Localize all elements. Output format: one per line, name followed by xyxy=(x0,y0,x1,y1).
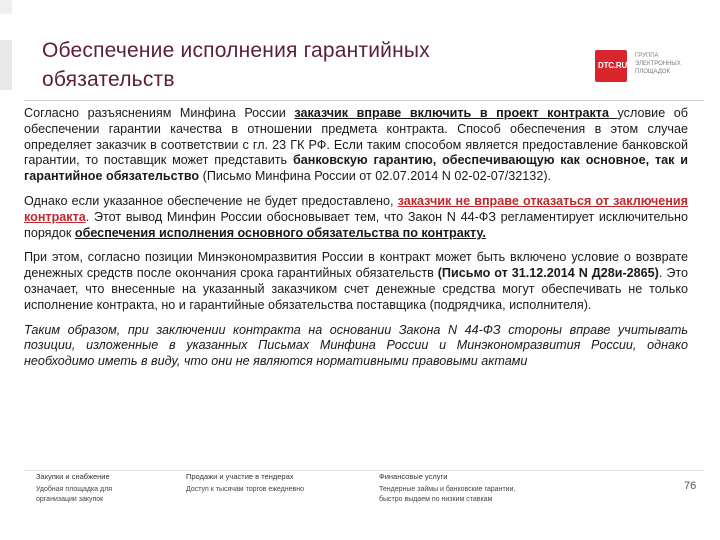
text-emphasis: заказчик вправе включить в проект контракта xyxy=(294,106,618,120)
footer-heading: Закупки и снабжение xyxy=(36,472,110,481)
decor-bar xyxy=(0,40,12,90)
footer-divider xyxy=(24,470,704,471)
footer-column-sales xyxy=(186,472,304,495)
logo-mark-text: DTC.RU xyxy=(598,61,628,70)
text-run: Однако если указанное обеспечение не будет предоставлено, xyxy=(24,193,398,208)
decor-bar-top xyxy=(0,0,12,14)
footer-column-finance xyxy=(379,472,515,505)
paragraph-conclusion: Таким образом, при заключении контракта на основании Закона N 44-ФЗ стороны вправе учитывать позиции, изложенные в указанных Письмах Минфина России и Минэкономразвития России, однако необходимо иметь в виду, что они не являются нормативными правовыми актами xyxy=(24,322,688,369)
footer-heading: Продажи и участие в тендерах xyxy=(186,472,294,481)
footer-text: Доступ к тысячам торгов ежедневно xyxy=(186,486,304,493)
text-run: условие об обеспечении гарантии качества в отношении предмета контракта. Способ обеспечения в этом случае определяет заказчик в соответствии с гл. 23 ГК РФ. Если таким способом является предоставление банковской гарантии, то поставщик может представить xyxy=(24,106,688,168)
text-run: (Письмо Минфина России от 02.07.2014 N 02-02-07/32132). xyxy=(199,169,552,184)
footer xyxy=(24,472,704,532)
footer-heading: Финансовые услуги xyxy=(379,472,448,481)
logo-caption-line: ПЛОЩАДОК xyxy=(635,69,670,75)
text-run: . Этот вывод Минфин России обосновывает тем, что Закон N 44-ФЗ регламентирует исключительно порядок xyxy=(24,209,688,240)
footer-text: быстро выдаем по низким ставкам xyxy=(379,496,493,503)
header-divider xyxy=(24,100,704,101)
page-number: 76 xyxy=(684,480,697,492)
logo-mark xyxy=(595,50,627,82)
footer-text: организации закупок xyxy=(36,496,104,503)
footer-column-purchases xyxy=(36,472,112,505)
text-emphasis: банковскую гарантию, обеспечивающую как основное, так и гарантийное обязательство xyxy=(24,153,688,184)
logo-caption-line: ЭЛЕКТРОННЫХ xyxy=(635,61,681,67)
footer-text: Тендерные займы и банковские гарантии, xyxy=(379,486,516,493)
footer-text: Удобная площадка для xyxy=(36,486,112,493)
text-run: При этом, согласно позиции Минэкономразвития России в контракт может быть включено условие о возврате денежных средств после окончания срока гарантийных обязательств xyxy=(24,250,688,281)
text-run: Согласно разъяснениям Минфина России xyxy=(24,106,295,120)
logo-caption xyxy=(635,52,695,76)
text-run: . Это означает, что внесенные на указанный заказчиком счет денежные средства могут обеспечивать не только исполнение контракта, но и гарантийные обязательства поставщика (подрядчика, исполнителя). xyxy=(24,266,688,312)
text-emphasis: обеспечения исполнения основного обязательства по контракту. xyxy=(74,225,486,240)
paragraph-1 xyxy=(24,106,688,185)
slide-title: Обеспечение исполнения гарантийных обязательств xyxy=(42,39,430,91)
text-emphasis-red: заказчик не вправе отказаться от заключения контракта xyxy=(24,193,688,224)
paragraph-2 xyxy=(24,194,688,241)
text-emphasis: (Письмо от 31.12.2014 N Д28и-2865) xyxy=(437,266,659,281)
logo-caption-line: ГРУППА xyxy=(635,53,659,59)
body-text xyxy=(24,106,688,379)
paragraph-3 xyxy=(24,250,688,313)
